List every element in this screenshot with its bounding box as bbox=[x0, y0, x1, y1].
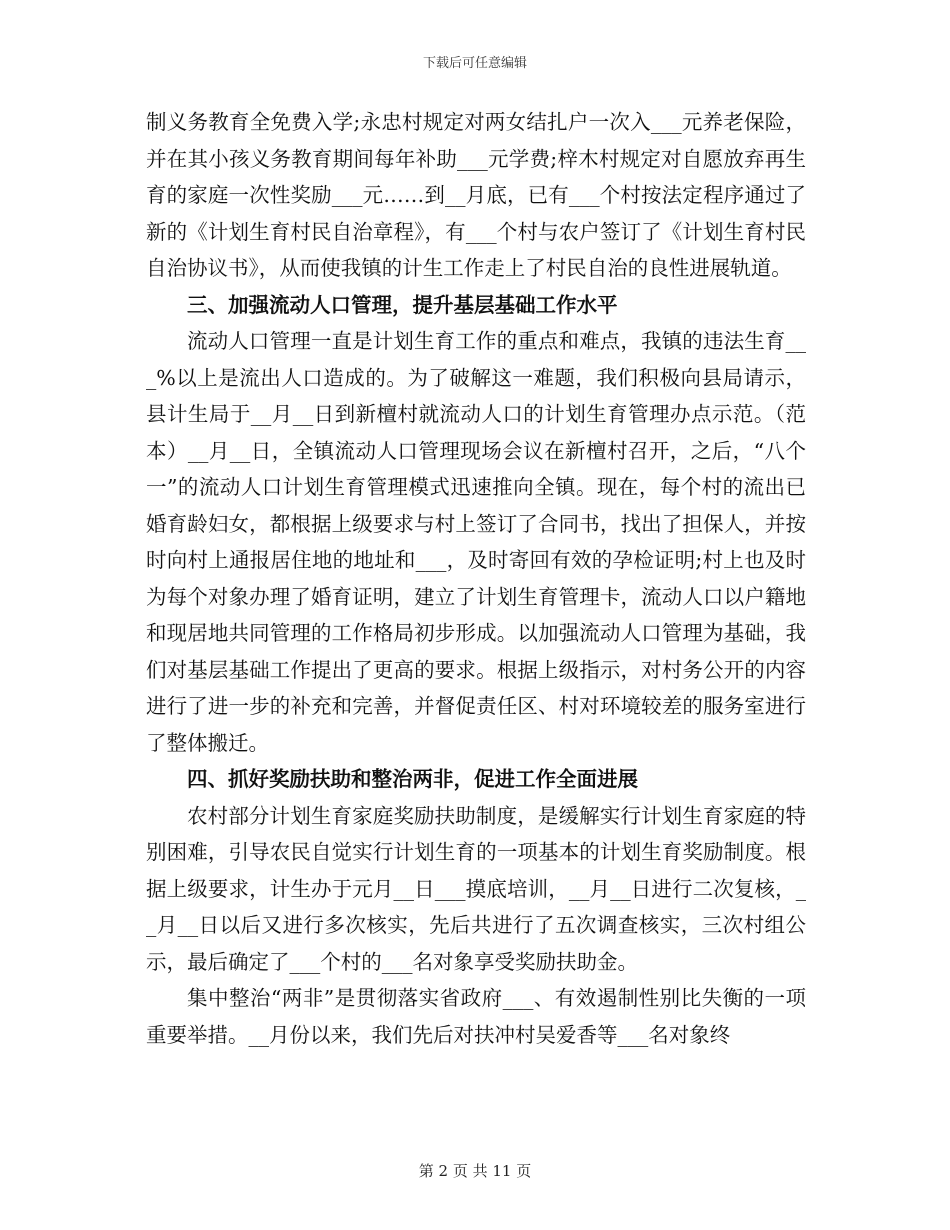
paragraph-floating-population: 流动人口管理一直是计划生育工作的重点和难点，我镇的违法生育___%以上是流出人口造成的。为了破解这一难题，我们积极向县局请示，县计生局于__月__日到新檀村就流动人口的计划生育管理办点示范。（范本）__月__日，全镇流动人口管理现场会议在新檀村召开，之后，“八个一”的流动人口计划生育管理模式迅速推向全镇。现在，每个村的流出已婚育龄妇女，都根据上级要求与村上签订了合同书，找出了担保人，并按时向村上通报居住地的地址和___，及时寄回有效的孕检证明;村上也及时为每个对象办理了婚育证明，建立了计划生育管理卡，流动人口以户籍地和现居地共同管理的工作格局初步形成。以加强流动人口管理为基础，我们对基层基础工作提出了更高的要求。根据上级指示，对村务公开的内容进行了进一步的补充和完善，并督促责任区、村对环境较差的服务室进行了整体搬迁。 bbox=[146, 329, 806, 755]
section-heading-4: 四、抓好奖励扶助和整治两非，促进工作全面进展 bbox=[187, 767, 638, 791]
paragraph-continued: 制义务教育全免费入学;永忠村规定对两女结扎户一次入___元养老保险，并在其小孩义务教育期间每年补助___元学费;梓木村规定对自愿放弃再生育的家庭一次性奖励___元……到__月底，已有___个村按法定程序通过了新的《计划生育村民自治章程》，有___个村与农户签订了《计划生育村民自治协议书》，从而使我镇的计生工作走上了村民自治的良性进展轨道。 bbox=[146, 110, 806, 280]
section-heading-3: 三、加强流动人口管理，提升基层基础工作水平 bbox=[187, 292, 618, 317]
page-header: 下载后可任意编辑 bbox=[422, 56, 527, 71]
document-body bbox=[146, 104, 806, 1053]
paragraph-reward-support: 农村部分计划生育家庭奖励扶助制度，是缓解实行计划生育家庭的特别困难，引导农民自觉实行计划生育的一项基本的计划生育奖励制度。根据上级要求，计生办于元月__日___摸底培训，__月__日进行二次复核，__月__日以后又进行多次核实，先后共进行了五次调查核实，三次村组公示，最后确定了___个村的___名对象享受奖励扶助金。 bbox=[146, 803, 806, 974]
paragraph-two-illegals: 集中整治“两非”是贯彻落实省政府___、有效遏制性别比失衡的一项重要举措。__月份以来，我们先后对扶冲村吴爱香等___名对象终 bbox=[146, 986, 806, 1047]
page-footer: 第 2 页 共 11 页 bbox=[418, 1162, 532, 1180]
